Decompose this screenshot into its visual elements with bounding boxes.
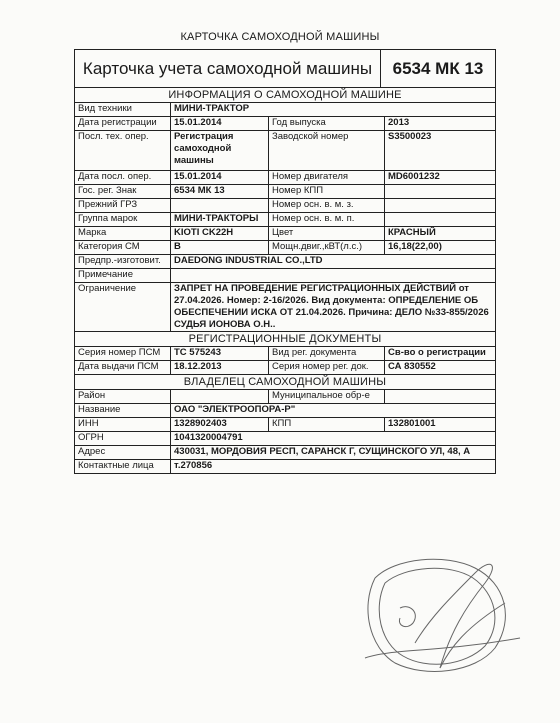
value-axle2 [385,213,495,226]
label-category: Категория СМ [75,241,171,254]
value-plate: 6534 МК 13 [171,185,269,198]
label-contacts: Контактные лица [75,460,171,473]
section-info-heading: ИНФОРМАЦИЯ О САМОХОДНОЙ МАШИНЕ [75,88,495,103]
label-manufacturer: Предпр.-изготовит. [75,255,171,268]
value-manufacturer: DAEDONG INDUSTRIAL CO.,LTD [174,255,323,266]
label-kpp: КПП [269,418,385,431]
value-vehicle-type: МИНИ-ТРАКТОР [174,103,250,114]
label-note: Примечание [75,269,171,282]
label-reg-date: Дата регистрации [75,117,171,130]
label-brand-group: Группа марок [75,213,171,226]
value-last-op-date: 15.01.2014 [171,171,269,184]
card-reg-number: 6534 МК 13 [392,58,484,78]
row-reg-date [75,117,495,131]
row-plate [75,185,495,199]
value-contacts: т.270856 [174,460,213,471]
label-engine: Номер двигателя [269,171,385,184]
value-ogrn: 1041320004791 [174,432,243,443]
value-power: 16,18(22,00) [388,241,442,252]
value-last-op: Регистрация самоходной машины [171,131,269,170]
signature-scribble [355,548,525,688]
label-brand: Марка [75,227,171,240]
row-owner-name [75,404,495,418]
row-restriction [75,283,495,332]
label-psm-date: Дата выдачи ПСМ [75,361,171,374]
section-owner-heading: ВЛАДЕЛЕЦ САМОХОДНОЙ МАШИНЫ [75,375,495,390]
value-engine: MD6001232 [388,171,440,182]
row-district [75,390,495,404]
row-psm-date [75,361,495,375]
card-title: Карточка учета самоходной машины [75,50,381,87]
label-municipal: Муниципальное обр-е [269,390,385,403]
value-category: В [171,241,269,254]
label-vehicle-type: Вид техники [75,103,171,116]
label-psm: Серия номер ПСМ [75,347,171,360]
row-last-op-date [75,171,495,185]
value-prev-plate [171,199,269,212]
value-municipal [385,390,495,403]
value-inn: 1328902403 [171,418,269,431]
label-doc-type: Вид рег. документа [269,347,385,360]
row-brand-group [75,213,495,227]
label-inn: ИНН [75,418,171,431]
value-reg-date: 15.01.2014 [171,117,269,130]
registration-card [74,49,496,474]
row-category [75,241,495,255]
value-restriction: ЗАПРЕТ НА ПРОВЕДЕНИЕ РЕГИСТРАЦИОННЫХ ДЕЙСТВИЙ от 27.04.2026. Номер: 2-16/2026. Вид документа: ОПРЕДЕЛЕНИЕ ОБ ОБЕСПЕЧЕНИИ ИСКА ОТ 21.04.2026. Причина: ДЕЛО №33-855/2026 СУДЬЯ ИОНОВА О.Н.. [174,283,489,330]
label-last-op-date: Дата посл. опер. [75,171,171,184]
value-color: КРАСНЫЙ [388,227,436,238]
value-owner-name: ОАО "ЭЛЕКТРООПОРА-Р" [174,404,296,415]
page-header: КАРТОЧКА САМОХОДНОЙ МАШИНЫ [180,31,380,43]
label-power: Мощн.двиг.,кВТ(л.с.) [269,241,385,254]
label-district: Район [75,390,171,403]
value-address: 430031, МОРДОВИЯ РЕСП, САРАНСК Г, СУЩИНСКОГО УЛ, 48, А [174,446,471,457]
label-prev-plate: Прежний ГРЗ [75,199,171,212]
label-year: Год выпуска [269,117,385,130]
label-axle2: Номер осн. в. м. п. [269,213,385,226]
value-gearbox [385,185,495,198]
row-psm [75,347,495,361]
label-gearbox: Номер КПП [269,185,385,198]
row-address [75,446,495,460]
label-doc-series: Серия номер рег. док. [269,361,385,374]
row-contacts [75,460,495,473]
label-last-op: Посл. тех. опер. [75,131,171,170]
row-last-op [75,131,495,171]
value-serial: S3500023 [388,131,432,142]
row-note [75,269,495,283]
value-note [171,269,495,282]
value-doc-series: СА 830552 [388,361,436,372]
card-title-row [75,50,495,88]
row-inn [75,418,495,432]
value-brand: KIOTI CK22H [171,227,269,240]
value-brand-group: МИНИ-ТРАКТОРЫ [171,213,269,226]
label-plate: Гос. рег. Знак [75,185,171,198]
row-manufacturer [75,255,495,269]
label-color: Цвет [269,227,385,240]
row-prev-plate [75,199,495,213]
label-ogrn: ОГРН [75,432,171,445]
value-doc-type: Св-во о регистрации [388,347,486,358]
label-serial: Заводской номер [269,131,385,170]
value-district [171,390,269,403]
value-axle1 [385,199,495,212]
row-ogrn [75,432,495,446]
section-docs-heading: РЕГИСТРАЦИОННЫЕ ДОКУМЕНТЫ [75,332,495,347]
label-restriction: Ограничение [75,283,171,331]
row-vehicle-type [75,103,495,117]
value-year: 2013 [388,117,410,128]
label-owner-name: Название [75,404,171,417]
label-axle1: Номер осн. в. м. з. [269,199,385,212]
label-address: Адрес [75,446,171,459]
row-brand [75,227,495,241]
value-psm: ТС 575243 [171,347,269,360]
value-kpp: 132801001 [388,418,436,429]
value-psm-date: 18.12.2013 [171,361,269,374]
